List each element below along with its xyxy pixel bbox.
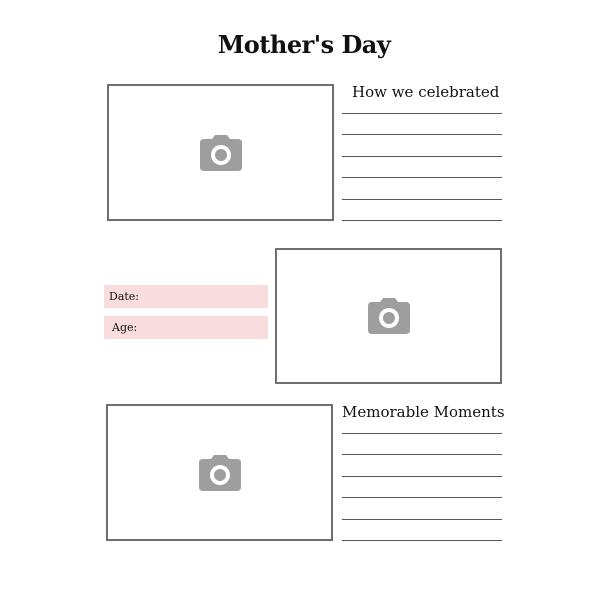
writing-line bbox=[342, 540, 502, 541]
writing-line bbox=[342, 497, 502, 498]
photo-placeholder-3[interactable] bbox=[106, 404, 333, 541]
date-label: Date: bbox=[109, 290, 140, 303]
camera-icon bbox=[199, 455, 241, 491]
writing-line bbox=[342, 476, 502, 477]
photo-placeholder-1[interactable] bbox=[107, 84, 334, 221]
age-label: Age: bbox=[112, 321, 138, 334]
writing-lines-memorable[interactable] bbox=[342, 0, 502, 545]
section-heading-memorable: Memorable Moments bbox=[342, 403, 505, 421]
writing-line bbox=[342, 454, 502, 455]
writing-line bbox=[342, 519, 502, 520]
page-title: Mother's Day bbox=[217, 30, 391, 59]
age-field[interactable] bbox=[104, 316, 268, 339]
section-heading-celebrated: How we celebrated bbox=[352, 83, 500, 101]
writing-line bbox=[342, 433, 502, 434]
date-field[interactable] bbox=[104, 285, 268, 308]
camera-icon bbox=[200, 135, 242, 171]
